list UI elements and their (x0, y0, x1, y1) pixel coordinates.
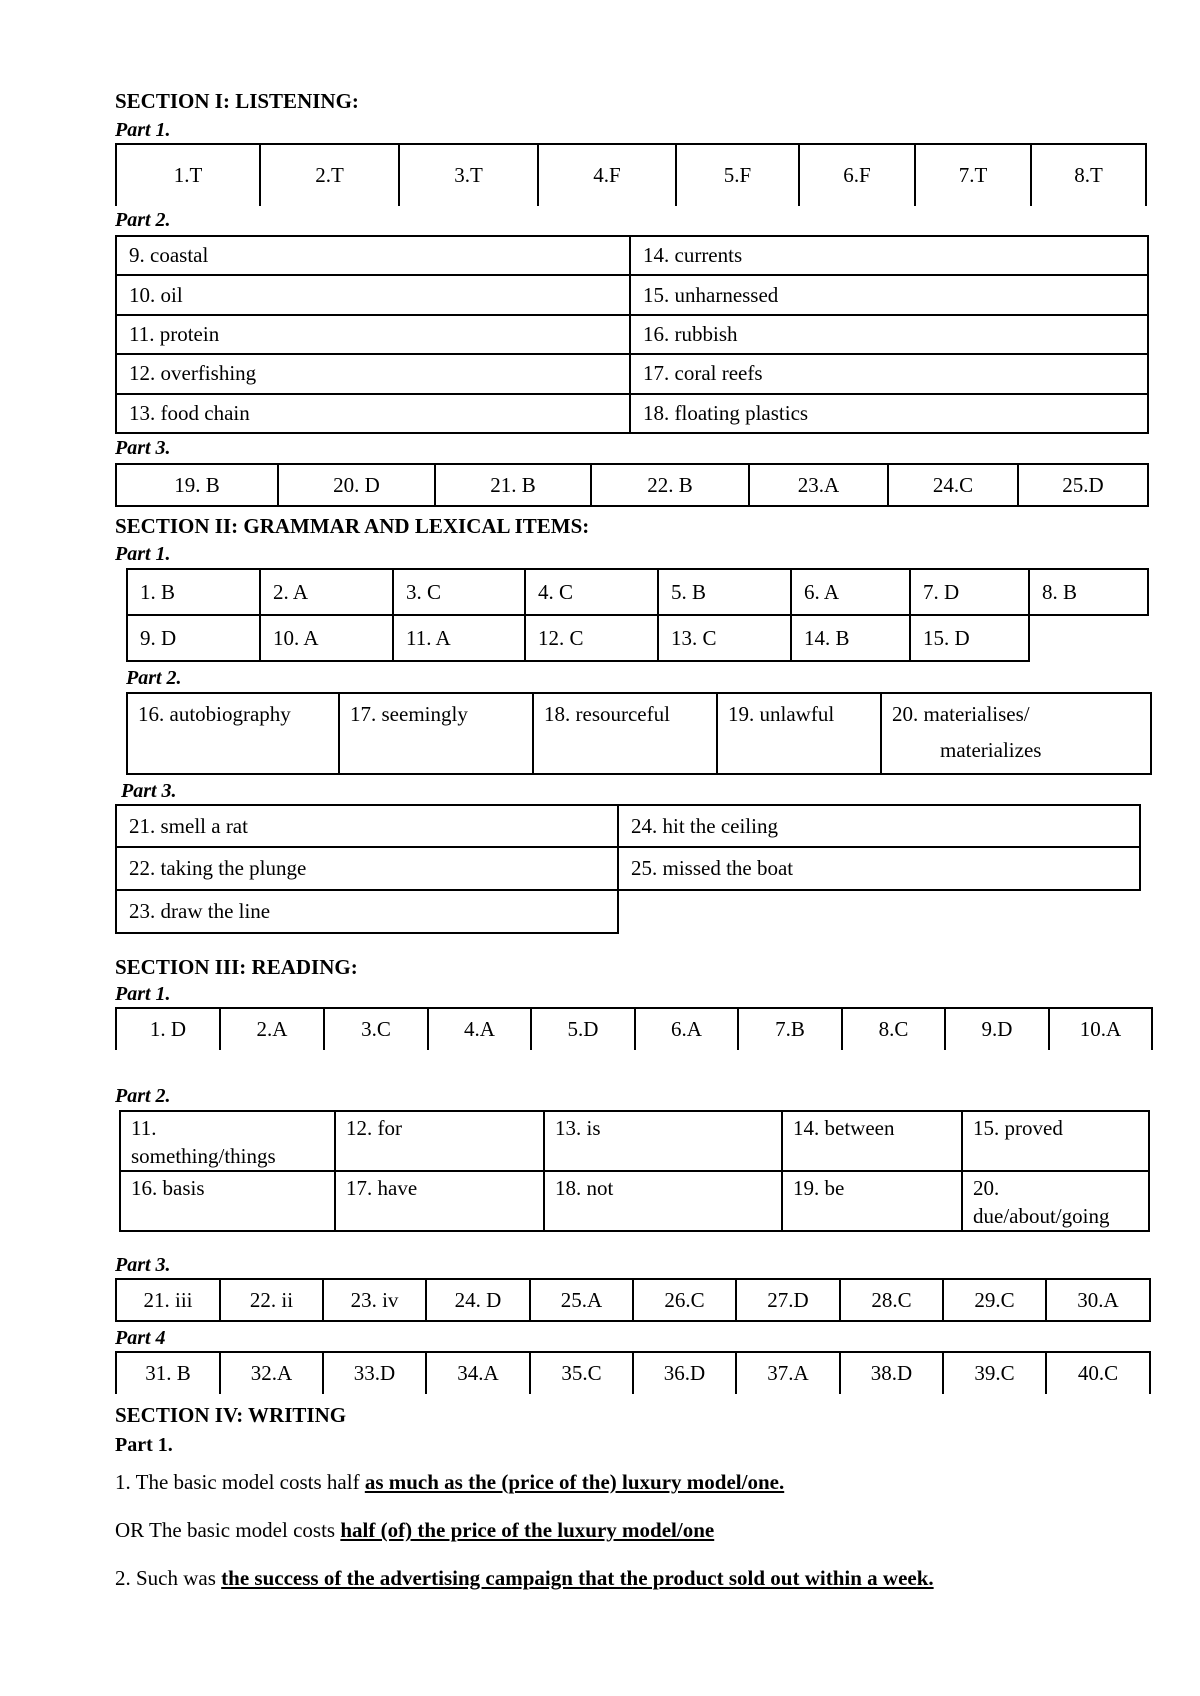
answer-cell: 25.A (530, 1279, 633, 1321)
answer-cell: 31. B (116, 1352, 220, 1394)
answer-cell: 32.A (220, 1352, 323, 1394)
answer-cell: 4.A (428, 1008, 531, 1050)
s2-part2-table (126, 692, 1152, 775)
answer-cell: 5.D (531, 1008, 635, 1050)
s3-part4-table (115, 1351, 1151, 1394)
answer-cell: 3. C (393, 569, 525, 615)
answer-cell: 21. smell a rat (116, 805, 618, 847)
answer-cell: 33.D (323, 1352, 426, 1394)
empty-cell (1029, 615, 1148, 661)
answer-cell: 16. basis (120, 1171, 335, 1231)
writing-answer-2 (115, 1566, 934, 1591)
answer-cell: 18. floating plastics (630, 394, 1148, 433)
answer-cell: 40.C (1046, 1352, 1150, 1394)
s1-part2-label: Part 2. (115, 209, 171, 231)
answer-cell: 10. oil (116, 275, 630, 314)
answer-cell: 13. food chain (116, 394, 630, 433)
answer-cell: 37.A (736, 1352, 840, 1394)
answer-cell: 22. ii (220, 1279, 323, 1321)
answer-cell (120, 1111, 335, 1171)
answer-cell: 17. coral reefs (630, 354, 1148, 393)
answer-cell: 10. A (260, 615, 393, 661)
answer-cell: 26.C (633, 1279, 736, 1321)
answer-cell: 24.C (888, 464, 1018, 506)
answer-cell: 5. B (658, 569, 791, 615)
answer-line-2: due/about/going (973, 1204, 1110, 1228)
answer-cell: 11. A (393, 615, 525, 661)
s1-part3-table (115, 463, 1149, 507)
answer-line-1: 20. (973, 1176, 1000, 1200)
answer-cell: 18. resourceful (533, 693, 717, 774)
answer-cell: 25. missed the boat (618, 847, 1140, 890)
answer-cell: 9. coastal (116, 236, 630, 275)
answer-cell: 7. D (910, 569, 1029, 615)
answer-cell: 2. A (260, 569, 393, 615)
answer-cell: 34.A (426, 1352, 530, 1394)
answer-cell: 17. seemingly (339, 693, 533, 774)
answer-cell: 18. not (544, 1171, 782, 1231)
answer-cell: 39.C (943, 1352, 1046, 1394)
answer-line-1: 11. (131, 1116, 157, 1140)
writing-answer-1 (115, 1470, 784, 1495)
answer-cell: 24. D (426, 1279, 530, 1321)
answer-cell: 14. between (782, 1111, 962, 1171)
answer-cell: 15. D (910, 615, 1029, 661)
s3-part1-table (115, 1007, 1153, 1050)
sentence-answer: the success of the advertising campaign that the product sold out within a week. (221, 1566, 934, 1590)
sentence-stem: OR The basic model costs (115, 1518, 341, 1542)
sentence-answer: half (of) the price of the luxury model/one (340, 1518, 715, 1542)
answer-cell: 12. C (525, 615, 658, 661)
answer-cell: 10.A (1049, 1008, 1152, 1050)
answer-cell: 14. currents (630, 236, 1148, 275)
answer-cell: 29.C (943, 1279, 1046, 1321)
s2-part3-table (115, 804, 1141, 934)
s4-part1-label: Part 1. (115, 1434, 173, 1456)
section-1-title: SECTION I: LISTENING: (115, 89, 359, 113)
s3-part2-label: Part 2. (115, 1085, 171, 1107)
answer-cell: 5.F (676, 144, 799, 206)
answer-cell: 16. rubbish (630, 315, 1148, 354)
s2-part2-label: Part 2. (126, 667, 182, 689)
s1-part3-label: Part 3. (115, 437, 171, 459)
answer-cell (881, 693, 1151, 774)
answer-cell: 6.A (635, 1008, 738, 1050)
s2-part1-label: Part 1. (115, 543, 171, 565)
answer-cell: 19. B (116, 464, 278, 506)
sentence-stem: 1. The basic model costs half (115, 1470, 365, 1494)
answer-cell: 13. is (544, 1111, 782, 1171)
answer-line-1: 20. materialises/ (892, 702, 1030, 726)
answer-cell: 12. for (335, 1111, 544, 1171)
answer-cell: 36.D (633, 1352, 736, 1394)
answer-cell: 11. protein (116, 315, 630, 354)
s2-part1-table (126, 568, 1149, 662)
answer-cell: 22. taking the plunge (116, 847, 618, 890)
answer-cell: 19. be (782, 1171, 962, 1231)
answer-line-2: something/things (131, 1144, 276, 1168)
section-3-title: SECTION III: READING: (115, 955, 358, 979)
answer-cell: 23. iv (323, 1279, 426, 1321)
answer-cell: 1. B (127, 569, 260, 615)
answer-cell: 23.A (749, 464, 888, 506)
answer-cell: 9.D (945, 1008, 1049, 1050)
sentence-answer: as much as the (price of the) luxury model/one. (364, 1470, 785, 1494)
answer-cell: 23. draw the line (116, 890, 618, 933)
sentence-stem: 2. Such was (115, 1566, 222, 1590)
answer-cell: 22. B (591, 464, 749, 506)
answer-cell: 13. C (658, 615, 791, 661)
s3-part4-label: Part 4 (115, 1327, 166, 1349)
answer-cell: 28.C (840, 1279, 943, 1321)
s2-part3-label: Part 3. (121, 780, 177, 802)
answer-line-2: materializes (940, 738, 1042, 762)
answer-cell: 6.F (799, 144, 915, 206)
answer-cell: 1.T (116, 144, 260, 206)
writing-answer-1-alt (115, 1518, 714, 1543)
s1-part1-table (115, 143, 1147, 206)
s1-part2-table (115, 235, 1149, 434)
answer-cell: 24. hit the ceiling (618, 805, 1140, 847)
answer-cell: 25.D (1018, 464, 1148, 506)
answer-cell: 8.T (1031, 144, 1146, 206)
answer-cell: 20. D (278, 464, 435, 506)
answer-cell: 4. C (525, 569, 658, 615)
answer-cell: 9. D (127, 615, 260, 661)
answer-cell: 8.C (842, 1008, 945, 1050)
answer-cell: 30.A (1046, 1279, 1150, 1321)
answer-cell: 4.F (538, 144, 676, 206)
s3-part1-label: Part 1. (115, 983, 171, 1005)
answer-cell: 21. B (435, 464, 591, 506)
answer-cell: 38.D (840, 1352, 943, 1394)
answer-cell: 27.D (736, 1279, 840, 1321)
answer-cell: 2.A (220, 1008, 324, 1050)
s3-part2-table (119, 1110, 1150, 1232)
answer-cell: 3.T (399, 144, 538, 206)
answer-cell: 19. unlawful (717, 693, 881, 774)
answer-cell: 15. proved (962, 1111, 1149, 1171)
answer-cell: 3.C (324, 1008, 428, 1050)
answer-cell: 8. B (1029, 569, 1148, 615)
answer-cell: 1. D (116, 1008, 220, 1050)
answer-cell (962, 1171, 1149, 1231)
answer-cell: 17. have (335, 1171, 544, 1231)
answer-cell: 14. B (791, 615, 910, 661)
s1-part1-label: Part 1. (115, 119, 171, 141)
s3-part3-table (115, 1278, 1151, 1322)
answer-cell: 7.B (738, 1008, 842, 1050)
answer-cell: 16. autobiography (127, 693, 339, 774)
s3-part3-label: Part 3. (115, 1254, 171, 1276)
answer-cell: 15. unharnessed (630, 275, 1148, 314)
section-4-title: SECTION IV: WRITING (115, 1403, 347, 1427)
answer-cell: 2.T (260, 144, 399, 206)
answer-cell: 12. overfishing (116, 354, 630, 393)
empty-cell (618, 890, 1140, 933)
answer-cell: 21. iii (116, 1279, 220, 1321)
section-2-title: SECTION II: GRAMMAR AND LEXICAL ITEMS: (115, 514, 590, 538)
answer-cell: 7.T (915, 144, 1031, 206)
answer-cell: 35.C (530, 1352, 633, 1394)
answer-cell: 6. A (791, 569, 910, 615)
